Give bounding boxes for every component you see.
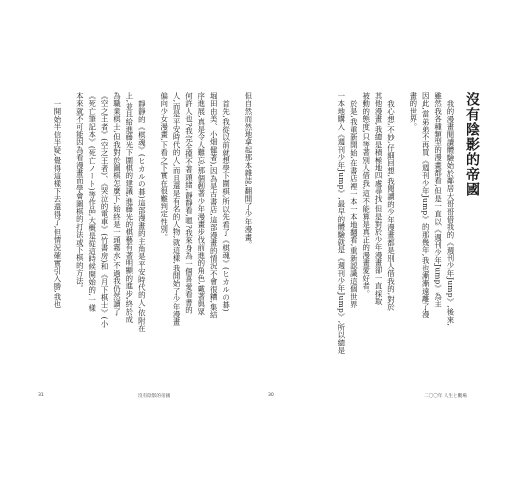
text-column: 我的漫畫閱讀體驗始於鄰居大哥哥借我的《週刊少年Jump》,後來, [446, 100, 455, 327]
right-page [268, 92, 482, 392]
left-page-number: 31 [38, 393, 44, 398]
text-column: 《空之王者》(空之王者)、《哭泣的電車》(竹書房)和《月下棋士》(小 [100, 92, 110, 328]
chapter-title: 沒有陰影的帝國 [464, 92, 480, 197]
text-column: 人,而是平安時代的人,而且還是有名的人物,就這樣,我開始了少年漫畫 [172, 92, 182, 326]
paragraph-break [149, 92, 155, 377]
text-column: 序進展,真是令人難忘,那個韌著少年漫畫步伐前進的角色,戴著與眾 [196, 92, 206, 316]
text-column: 其他漫畫,我總是積極地四處尋找,但是對於少年漫畫卻一直採取 [374, 92, 384, 306]
paragraph-break [234, 92, 240, 377]
text-column: 《死亡筆記本》(死亡ノート)等作品,大概是從這時候開始的,一樣 [87, 92, 97, 312]
text-column: 偏向少女漫畫,下看之下實在很難判定性別。 [159, 92, 169, 241]
text-column: 雖然我各種類型的漫畫都看,但是一直以《週刊少年Jump》為主 [433, 92, 443, 308]
text-column: 堀田由美、小畑健著),因為是古書店,這部漫畫的情況不會很糟,集結 [209, 92, 219, 319]
text-column: 靜靜的《棋魂》(ヒカルの碁)這部漫畫的主角是平安時代的人,依附在 [137, 100, 147, 333]
right-page-columns [336, 92, 482, 392]
text-column: 我心想,不妙,仔細回想,我閱讀的少年漫畫都是別人借我的,對於 [386, 100, 396, 311]
left-page [38, 92, 252, 392]
text-column: 一本地購入《週刊少年Jump》,最早的體驗就是《週刊少年Jump》,所以總是 [336, 92, 346, 355]
text-column: 因此,當弟弟不再買《週刊少年Jump》的那幾年,我也漸漸遠離了漫 [421, 92, 431, 319]
text-column: 畫的世界。 [408, 92, 418, 131]
right-page-number: 30 [268, 393, 274, 398]
text-column: 首先,我從以前就想學下圍棋,所以先看了《棋魂》(ヒカルの碁) [221, 100, 231, 312]
paragraph-break [398, 92, 404, 377]
text-column: 上,並且給進藤光下圍棋的建議,進藤光的棋藝有著明顯的進步,終於成 [124, 92, 134, 324]
right-running-head: 二〇〇年 人生と觀場 [424, 394, 467, 399]
text-column: 於是,我重新開始,在書店裡一本一本地翻看,重新認識這個世界 [349, 100, 359, 309]
text-column: 本來就不可能因為看漫畫而學會圍棋的打法或下棋的方法。 [75, 92, 85, 293]
text-column: 何許人也?我完全摸不著頭緒,靜靜看,嗯?我來身為一個喜愛看書的 [184, 92, 194, 314]
text-column: 一開始半信半疑,覺得這樣下去還得了,但情況確實引入勝,我也 [52, 100, 62, 309]
left-page-columns [53, 92, 252, 392]
text-column: 但自然而然地拿起那本雜誌,翻開了少年漫畫。 [244, 92, 253, 249]
text-column: 被動的態度,只等著別人借我,這不能算是真正的漫畫愛好者。 [361, 92, 371, 298]
left-running-head: 沒有陰影的帝國 [138, 394, 171, 399]
text-column: 為職業棋士,但我對於圍棋怎麼下,始終是一頭霧水,不過我仍然讀了 [112, 92, 122, 316]
paragraph-break [65, 92, 71, 377]
